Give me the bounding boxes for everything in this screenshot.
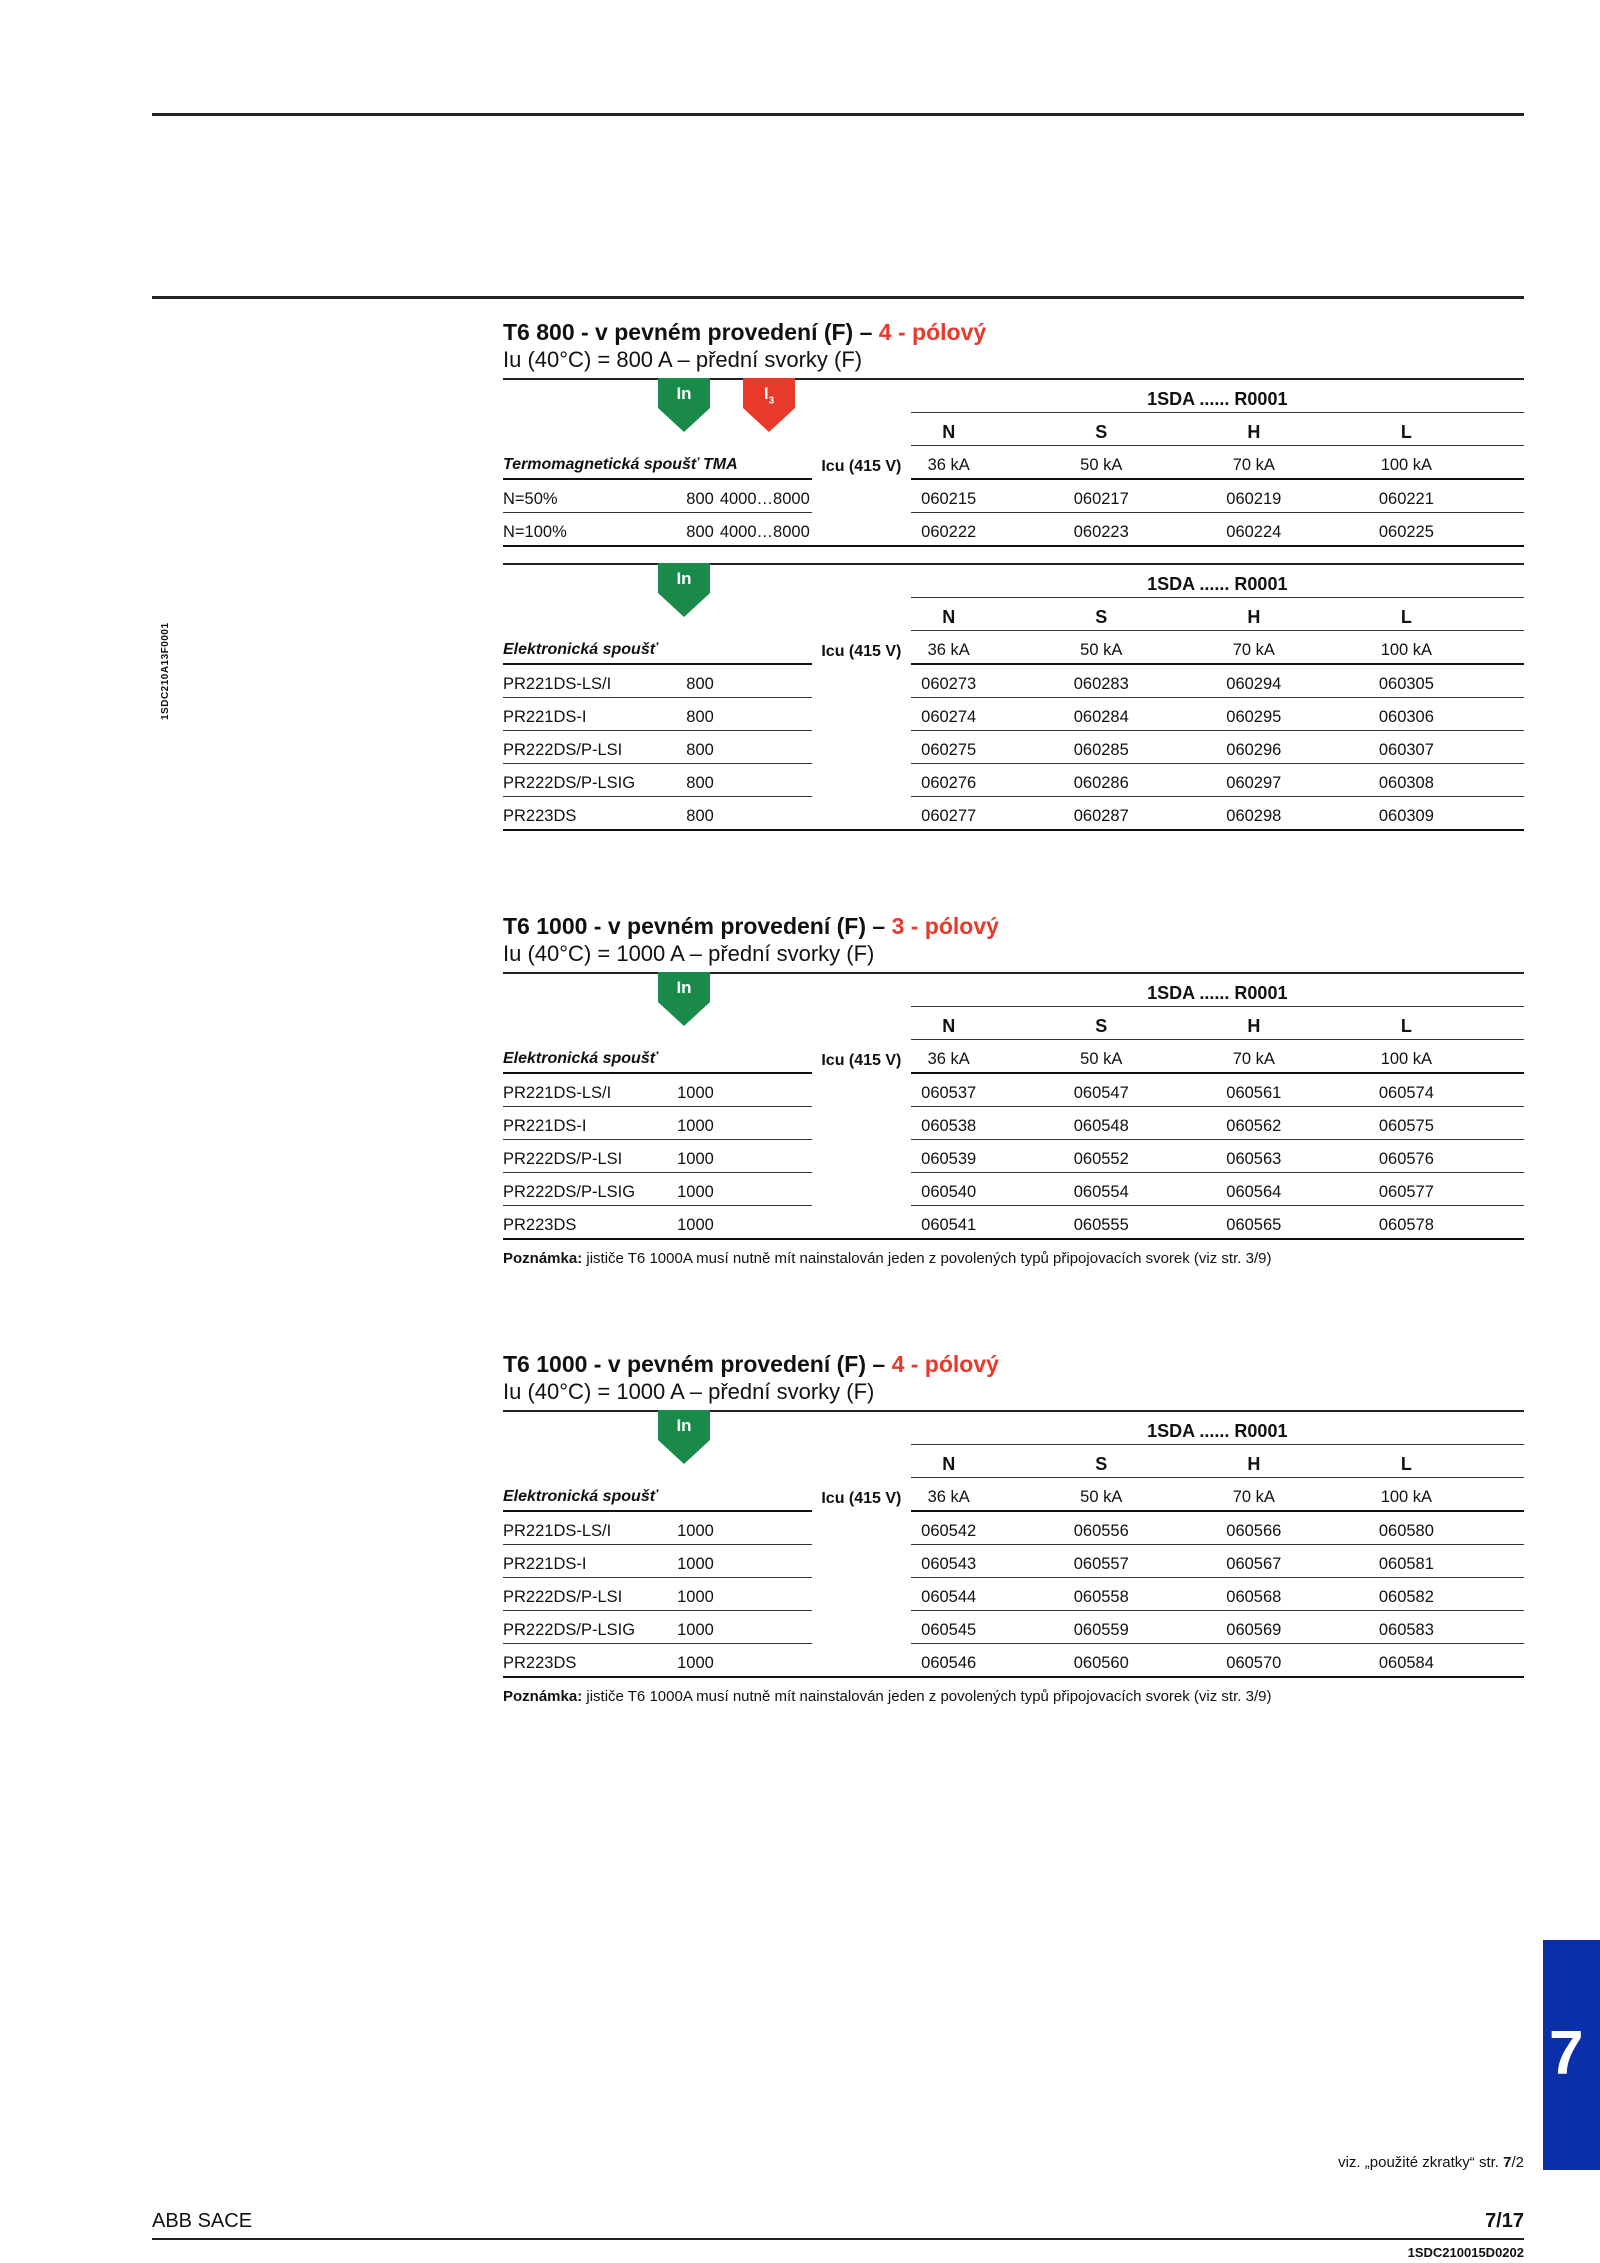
column-header: H [1216, 598, 1292, 631]
breaking-capacity: 100 kA [1368, 1478, 1444, 1512]
section-subtitle: Iu (40°C) = 1000 A – přední svorky (F) [503, 1379, 875, 1404]
footer-page-number: 7/17 [1485, 2210, 1524, 2232]
top-rule [152, 113, 1524, 116]
trip-unit-name: PR222DS/P-LSI [503, 1578, 662, 1611]
rated-current: 800 [662, 764, 720, 797]
i3-range [720, 1512, 812, 1545]
breaking-capacity: 70 kA [1216, 631, 1292, 665]
order-code: 060554 [1063, 1173, 1139, 1206]
table-row [503, 797, 1524, 831]
section-note: Poznámka: jističe T6 1000A musí nutně mít nainstalován jeden z povolených typů připojovacích svorek (viz str. 3/9) [503, 1688, 1272, 1705]
order-code: 060563 [1216, 1140, 1292, 1173]
order-code: 060545 [911, 1611, 987, 1644]
section-title: T6 1000 - v pevném provedení (F) – 4 - pólový [503, 1351, 999, 1377]
order-code: 060540 [911, 1173, 987, 1206]
column-header: N [911, 413, 987, 446]
order-code: 060538 [911, 1107, 987, 1140]
table-row [503, 513, 1524, 547]
column-header: L [1368, 598, 1444, 631]
table-row [503, 1545, 1524, 1578]
rated-current: 1000 [662, 1644, 720, 1678]
breaking-capacity: 50 kA [1063, 1040, 1139, 1074]
icu-label: Icu (415 V) [821, 1052, 902, 1069]
order-code: 060539 [911, 1140, 987, 1173]
i3-range: 4000…8000 [720, 480, 812, 513]
i3-range [720, 665, 812, 698]
column-header: H [1216, 1445, 1292, 1478]
breaking-capacity: 100 kA [1368, 1040, 1444, 1074]
order-code: 060552 [1063, 1140, 1139, 1173]
breaking-capacity: 70 kA [1216, 446, 1292, 480]
in-badge: In [658, 378, 710, 432]
product-section [503, 1350, 1524, 1705]
order-code: 060558 [1063, 1578, 1139, 1611]
order-code: 060221 [1368, 480, 1444, 513]
column-header: S [1063, 1445, 1139, 1478]
rated-current: 1000 [662, 1140, 720, 1173]
order-code: 060296 [1216, 731, 1292, 764]
footer-rule [152, 2238, 1524, 2240]
order-code: 060576 [1368, 1140, 1444, 1173]
icu-label: Icu (415 V) [821, 1490, 902, 1507]
order-code: 060224 [1216, 513, 1292, 547]
order-code: 060560 [1063, 1644, 1139, 1678]
order-code: 060283 [1063, 665, 1139, 698]
order-code: 060582 [1368, 1578, 1444, 1611]
table-row [503, 480, 1524, 513]
trip-unit-name: PR222DS/P-LSIG [503, 1173, 662, 1206]
i3-range [720, 1107, 812, 1140]
i3-range [720, 1545, 812, 1578]
order-code: 060557 [1063, 1545, 1139, 1578]
order-code: 060306 [1368, 698, 1444, 731]
breaking-capacity: 70 kA [1216, 1040, 1292, 1074]
table-row [503, 1074, 1524, 1107]
order-code: 060537 [911, 1074, 987, 1107]
ordering-table [503, 380, 1524, 547]
trip-unit-name: N=100% [503, 513, 662, 547]
rated-current: 1000 [662, 1611, 720, 1644]
i3-range [720, 1074, 812, 1107]
icu-label: Icu (415 V) [821, 458, 902, 475]
ordering-table [503, 1412, 1524, 1678]
trip-unit-name: PR222DS/P-LSIG [503, 764, 662, 797]
breaking-capacity: 70 kA [1216, 1478, 1292, 1512]
order-code: 060555 [1063, 1206, 1139, 1240]
order-code: 060577 [1368, 1173, 1444, 1206]
section-note: Poznámka: jističe T6 1000A musí nutně mít nainstalován jeden z povolených typů připojovacích svorek (viz str. 3/9) [503, 1250, 1272, 1267]
order-code: 060568 [1216, 1578, 1292, 1611]
order-code: 060562 [1216, 1107, 1292, 1140]
footer-doc-code: 1SDC210015D0202 [1407, 2245, 1524, 2260]
rated-current: 1000 [662, 1173, 720, 1206]
column-header: S [1063, 598, 1139, 631]
column-header: N [911, 1007, 987, 1040]
table-row [503, 1644, 1524, 1678]
trip-unit-name: PR221DS-I [503, 1545, 662, 1578]
order-code: 060561 [1216, 1074, 1292, 1107]
rated-current: 1000 [662, 1512, 720, 1545]
rated-current: 800 [662, 480, 720, 513]
ordering-table [503, 974, 1524, 1240]
order-code: 060570 [1216, 1644, 1292, 1678]
i3-range [720, 1173, 812, 1206]
breaking-capacity: 36 kA [911, 446, 987, 480]
breaking-capacity: 100 kA [1368, 446, 1444, 480]
column-header: N [911, 598, 987, 631]
order-code: 060575 [1368, 1107, 1444, 1140]
i3-range [720, 731, 812, 764]
footer-company: ABB SACE [152, 2210, 253, 2232]
order-code: 060286 [1063, 764, 1139, 797]
order-code: 060273 [911, 665, 987, 698]
breaking-capacity: 50 kA [1063, 1478, 1139, 1512]
rated-current: 800 [662, 797, 720, 831]
in-badge: In [658, 1410, 710, 1464]
table-row [503, 731, 1524, 764]
rated-current: 1000 [662, 1206, 720, 1240]
table-row [503, 665, 1524, 698]
section-subtitle: Iu (40°C) = 1000 A – přední svorky (F) [503, 941, 875, 966]
section-title: T6 1000 - v pevném provedení (F) – 3 - pólový [503, 913, 999, 939]
order-code: 060277 [911, 797, 987, 831]
i3-range [720, 698, 812, 731]
table-row [503, 1206, 1524, 1240]
column-header: L [1368, 413, 1444, 446]
i3-range [720, 764, 812, 797]
rated-current: 800 [662, 731, 720, 764]
column-header: H [1216, 413, 1292, 446]
trip-unit-name: PR221DS-LS/I [503, 665, 662, 698]
trip-unit-name: PR221DS-I [503, 698, 662, 731]
second-rule [152, 296, 1524, 299]
trip-unit-name: PR221DS-I [503, 1107, 662, 1140]
rated-current: 1000 [662, 1074, 720, 1107]
breaking-capacity: 36 kA [911, 1478, 987, 1512]
order-code: 060287 [1063, 797, 1139, 831]
column-header: L [1368, 1445, 1444, 1478]
order-code: 060217 [1063, 480, 1139, 513]
order-code: 060219 [1216, 480, 1292, 513]
trip-unit-name: N=50% [503, 480, 662, 513]
abbreviations-reference: viz. „použité zkratky“ str. 7/2 [1338, 2154, 1524, 2171]
order-code: 060223 [1063, 513, 1139, 547]
i3-range [720, 797, 812, 831]
code-label: 1SDA ...... R0001 [911, 1412, 1524, 1445]
section-title: T6 800 - v pevném provedení (F) – 4 - pólový [503, 319, 987, 345]
breaking-capacity: 50 kA [1063, 631, 1139, 665]
i3-range: 4000…8000 [720, 513, 812, 547]
table-row [503, 764, 1524, 797]
in-badge: In [658, 563, 710, 617]
rated-current: 1000 [662, 1107, 720, 1140]
table-row [503, 1512, 1524, 1545]
table-row [503, 698, 1524, 731]
order-code: 060542 [911, 1512, 987, 1545]
trip-unit-name: PR223DS [503, 797, 662, 831]
order-code: 060567 [1216, 1545, 1292, 1578]
column-header: L [1368, 1007, 1444, 1040]
i3-range [720, 1578, 812, 1611]
order-code: 060308 [1368, 764, 1444, 797]
order-code: 060297 [1216, 764, 1292, 797]
i3-range [720, 1140, 812, 1173]
order-code: 060581 [1368, 1545, 1444, 1578]
chapter-tab[interactable]: 7 [1543, 1940, 1600, 2170]
trip-unit-label: Elektronická spoušť [503, 1478, 812, 1512]
breaking-capacity: 36 kA [911, 631, 987, 665]
code-label: 1SDA ...... R0001 [911, 974, 1524, 1007]
code-label: 1SDA ...... R0001 [911, 380, 1524, 413]
rated-current: 1000 [662, 1545, 720, 1578]
order-code: 060583 [1368, 1611, 1444, 1644]
trip-unit-name: PR222DS/P-LSIG [503, 1611, 662, 1644]
order-code: 060566 [1216, 1512, 1292, 1545]
order-code: 060556 [1063, 1512, 1139, 1545]
ordering-table [503, 565, 1524, 831]
order-code: 060298 [1216, 797, 1292, 831]
order-code: 060546 [911, 1644, 987, 1678]
section-subtitle: Iu (40°C) = 800 A – přední svorky (F) [503, 347, 863, 372]
trip-unit-name: PR223DS [503, 1644, 662, 1678]
order-code: 060284 [1063, 698, 1139, 731]
breaking-capacity: 50 kA [1063, 446, 1139, 480]
order-code: 060225 [1368, 513, 1444, 547]
order-code: 060547 [1063, 1074, 1139, 1107]
table-row [503, 1107, 1524, 1140]
order-code: 060541 [911, 1206, 987, 1240]
order-code: 060548 [1063, 1107, 1139, 1140]
trip-unit-name: PR222DS/P-LSI [503, 1140, 662, 1173]
table-row [503, 1611, 1524, 1644]
order-code: 060285 [1063, 731, 1139, 764]
table-row [503, 1140, 1524, 1173]
i3-range [720, 1206, 812, 1240]
breaking-capacity: 100 kA [1368, 631, 1444, 665]
rated-current: 800 [662, 665, 720, 698]
order-code: 060276 [911, 764, 987, 797]
order-code: 060294 [1216, 665, 1292, 698]
order-code: 060574 [1368, 1074, 1444, 1107]
order-code: 060275 [911, 731, 987, 764]
order-code: 060580 [1368, 1512, 1444, 1545]
order-code: 060569 [1216, 1611, 1292, 1644]
breaking-capacity: 36 kA [911, 1040, 987, 1074]
trip-unit-name: PR221DS-LS/I [503, 1074, 662, 1107]
trip-unit-name: PR221DS-LS/I [503, 1512, 662, 1545]
order-code: 060559 [1063, 1611, 1139, 1644]
rated-current: 800 [662, 698, 720, 731]
i3-badge: $I_3$ [743, 378, 795, 432]
icu-label: Icu (415 V) [821, 643, 902, 660]
order-code: 060565 [1216, 1206, 1292, 1240]
order-code: 060222 [911, 513, 987, 547]
order-code: 060215 [911, 480, 987, 513]
product-section [503, 912, 1524, 1267]
product-section [503, 318, 1524, 831]
order-code: 060307 [1368, 731, 1444, 764]
order-code: 060305 [1368, 665, 1444, 698]
column-header: S [1063, 1007, 1139, 1040]
trip-unit-label: Elektronická spoušť [503, 1040, 812, 1074]
rated-current: 1000 [662, 1578, 720, 1611]
column-header: S [1063, 413, 1139, 446]
table-row [503, 1173, 1524, 1206]
order-code: 060274 [911, 698, 987, 731]
order-code: 060295 [1216, 698, 1292, 731]
column-header: N [911, 1445, 987, 1478]
order-code: 060543 [911, 1545, 987, 1578]
rated-current: 800 [662, 513, 720, 547]
order-code: 060544 [911, 1578, 987, 1611]
in-badge: In [658, 972, 710, 1026]
i3-range [720, 1644, 812, 1678]
trip-unit-label: Elektronická spoušť [503, 631, 812, 665]
trip-unit-name: PR223DS [503, 1206, 662, 1240]
order-code: 060564 [1216, 1173, 1292, 1206]
trip-unit-label: Termomagnetická spoušť TMA [503, 446, 812, 480]
table-row [503, 1578, 1524, 1611]
order-code: 060309 [1368, 797, 1444, 831]
order-code: 060584 [1368, 1644, 1444, 1678]
column-header: H [1216, 1007, 1292, 1040]
code-label: 1SDA ...... R0001 [911, 565, 1524, 598]
order-code: 060578 [1368, 1206, 1444, 1240]
trip-unit-name: PR222DS/P-LSI [503, 731, 662, 764]
i3-range [720, 1611, 812, 1644]
side-code: 1SDC210A13F0001 [160, 622, 171, 720]
